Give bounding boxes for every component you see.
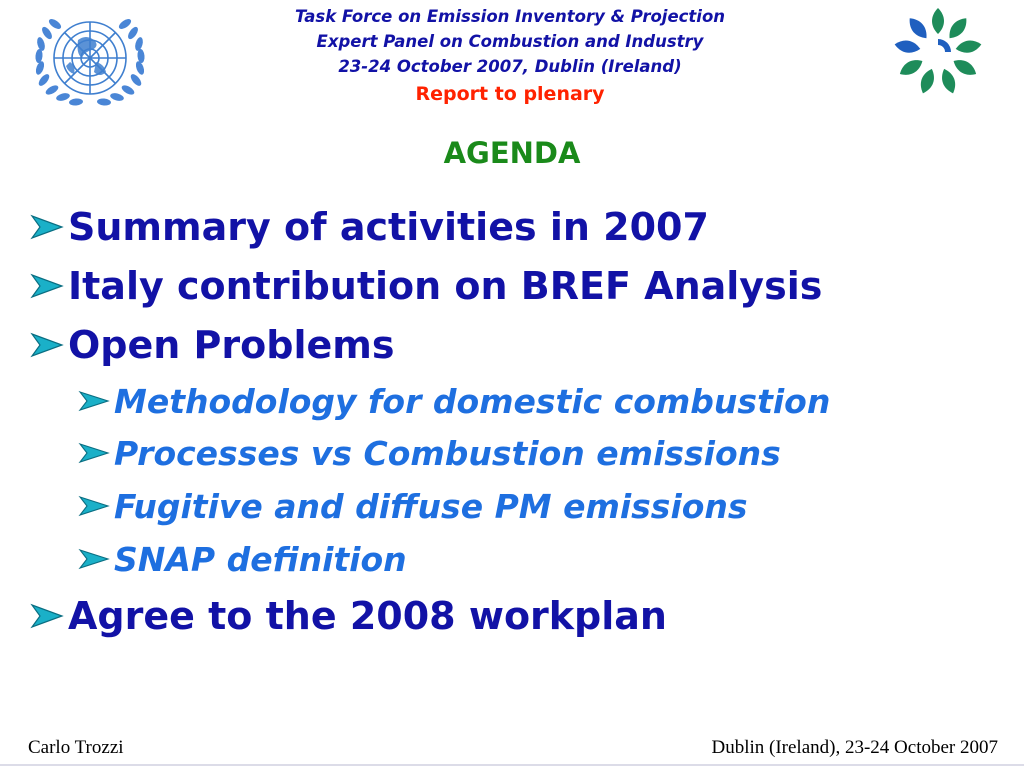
header-dates: 23-24 October 2007, Dublin (Ireland) [338, 57, 682, 76]
agenda-item-label: Agree to the 2008 workplan [68, 594, 667, 638]
header-report: Report to plenary [415, 83, 605, 105]
agenda-item-label: Italy contribution on BREF Analysis [68, 264, 823, 308]
agenda-subitem-snap [78, 537, 407, 581]
un-emblem-icon [30, 10, 150, 110]
footer-place-date: Dublin (Ireland), 23-24 October 2007 [711, 737, 998, 758]
arrow-bullet-icon [30, 332, 64, 358]
slide-header [200, 4, 820, 109]
eea-logo-icon [890, 4, 986, 100]
agenda-subitem-fugitive [78, 484, 748, 528]
agenda-subitem-processes [78, 431, 781, 475]
arrow-bullet-icon [78, 390, 110, 412]
arrow-bullet-icon [30, 603, 64, 629]
agenda-item-summary [30, 202, 709, 252]
arrow-bullet-icon [78, 442, 110, 464]
arrow-bullet-icon [78, 495, 110, 517]
arrow-bullet-icon [30, 273, 64, 299]
agenda-item-label: Open Problems [68, 323, 395, 367]
agenda-subitem-label: Fugitive and diffuse PM emissions [114, 486, 748, 526]
agenda-title: AGENDA [443, 136, 581, 170]
footer-author: Carlo Trozzi [28, 737, 124, 758]
agenda-item-label: Summary of activities in 2007 [68, 205, 709, 249]
agenda-item-italy [30, 261, 822, 311]
header-task-force: Task Force on Emission Inventory & Projection [294, 7, 726, 26]
footer-divider [0, 764, 1024, 766]
agenda-subitem-label: Methodology for domestic combustion [114, 381, 831, 421]
agenda-item-agree [30, 591, 667, 641]
agenda-subitem-label: Processes vs Combustion emissions [114, 433, 781, 473]
arrow-bullet-icon [30, 214, 64, 240]
header-expert-panel: Expert Panel on Combustion and Industry [316, 32, 704, 51]
agenda-subitem-label: SNAP definition [114, 539, 407, 579]
agenda-item-open-problems [30, 320, 394, 370]
agenda-subitem-methodology [78, 379, 830, 423]
arrow-bullet-icon [78, 548, 110, 570]
